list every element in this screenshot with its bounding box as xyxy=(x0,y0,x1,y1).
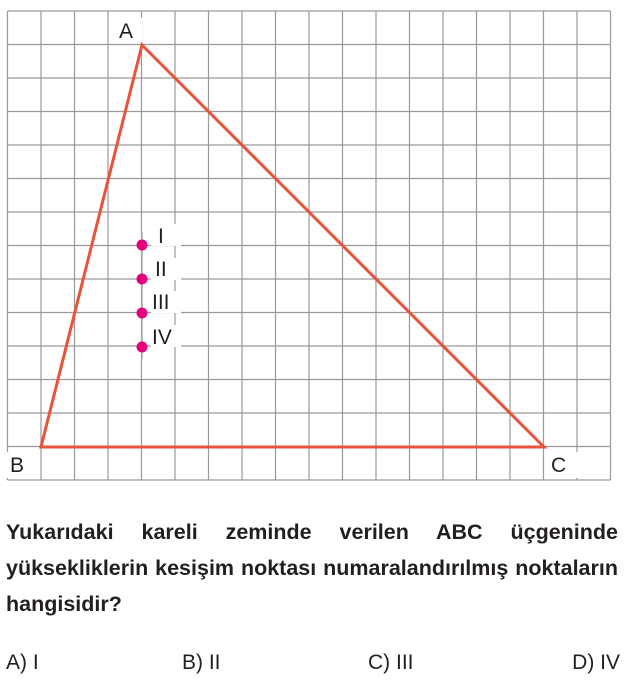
option-b[interactable]: B) II xyxy=(182,651,221,674)
square-grid xyxy=(8,11,611,480)
point-iv xyxy=(137,342,148,353)
point-labels xyxy=(151,224,181,349)
question-text: Yukarıdaki kareli zeminde verilen ABC üçgeninde yüksekliklerin kesişim noktası numaralandırılmış noktaların hangisidir? xyxy=(6,520,618,616)
option-a[interactable]: A) I xyxy=(6,651,39,674)
point-i xyxy=(137,240,148,251)
point-label-i: I xyxy=(158,225,164,248)
option-c[interactable]: C) III xyxy=(368,651,414,674)
vertex-label-b: B xyxy=(10,454,25,477)
point-label-ii: II xyxy=(155,258,167,281)
option-d[interactable]: D) IV xyxy=(572,651,620,674)
vertex-label-a: A xyxy=(119,20,134,43)
point-label-iv: IV xyxy=(152,326,172,349)
vertex-label-c: C xyxy=(551,454,567,477)
answer-options xyxy=(6,651,620,681)
point-iii xyxy=(137,308,148,319)
point-label-iii: III xyxy=(152,291,170,314)
point-ii xyxy=(137,274,148,285)
